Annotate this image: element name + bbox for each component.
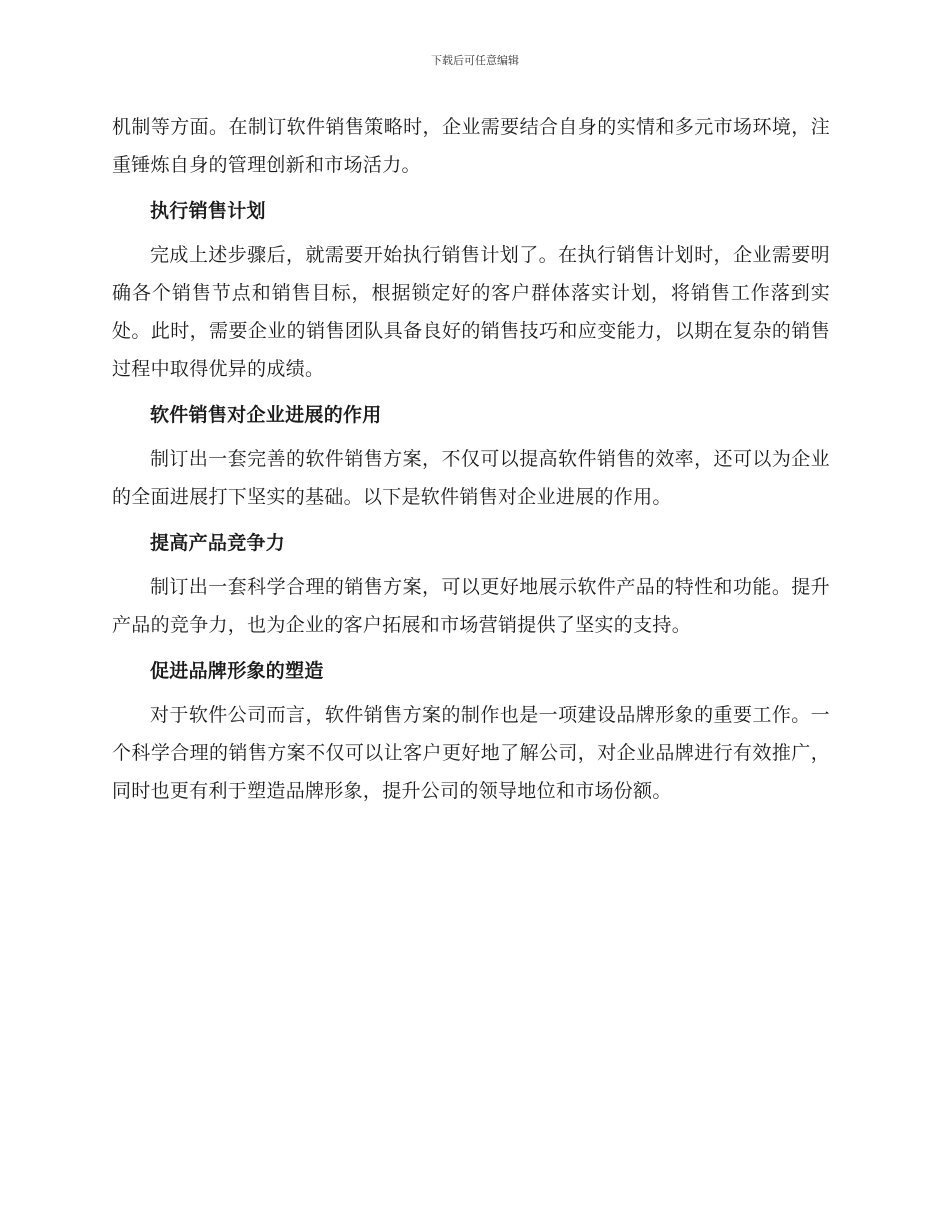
section-heading-execute-plan: 执行销售计划 — [150, 200, 266, 222]
document-body — [112, 108, 830, 810]
paragraph-brand-image: 对于软件公司而言，软件销售方案的制作也是一项建设品牌形象的重要工作。一个科学合理的销售方案不仅可以让客户更好地了解公司，对企业品牌进行有效推广，同时也更有利于塑造品牌形象，提升公司的领导地位和市场份额。 — [112, 704, 830, 802]
page-header: 下载后可任意编辑 — [431, 54, 519, 67]
paragraph-competitiveness: 制订出一套科学合理的销售方案，可以更好地展示软件产品的特性和功能。提升产品的竞争力，也为企业的客户拓展和市场营销提供了坚实的支持。 — [112, 576, 830, 636]
section-heading-role-of-sales: 软件销售对企业进展的作用 — [150, 404, 382, 426]
paragraph-execute-plan: 完成上述步骤后，就需要开始执行销售计划了。在执行销售计划时，企业需要明确各个销售节点和销售目标，根据锁定好的客户群体落实计划，将销售工作落到实处。此时，需要企业的销售团队具备良好的销售技巧和应变能力，以期在复杂的销售过程中取得优异的成绩。 — [112, 244, 830, 380]
section-heading-competitiveness: 提高产品竞争力 — [150, 532, 286, 554]
paragraph-continuation: 机制等方面。在制订软件销售策略时，企业需要结合自身的实情和多元市场环境，注重锤炼自身的管理创新和市场活力。 — [112, 116, 830, 176]
paragraph-role-of-sales: 制订出一套完善的软件销售方案，不仅可以提高软件销售的效率，还可以为企业的全面进展打下坚实的基础。以下是软件销售对企业进展的作用。 — [112, 448, 830, 508]
section-heading-brand-image: 促进品牌形象的塑造 — [150, 660, 324, 682]
